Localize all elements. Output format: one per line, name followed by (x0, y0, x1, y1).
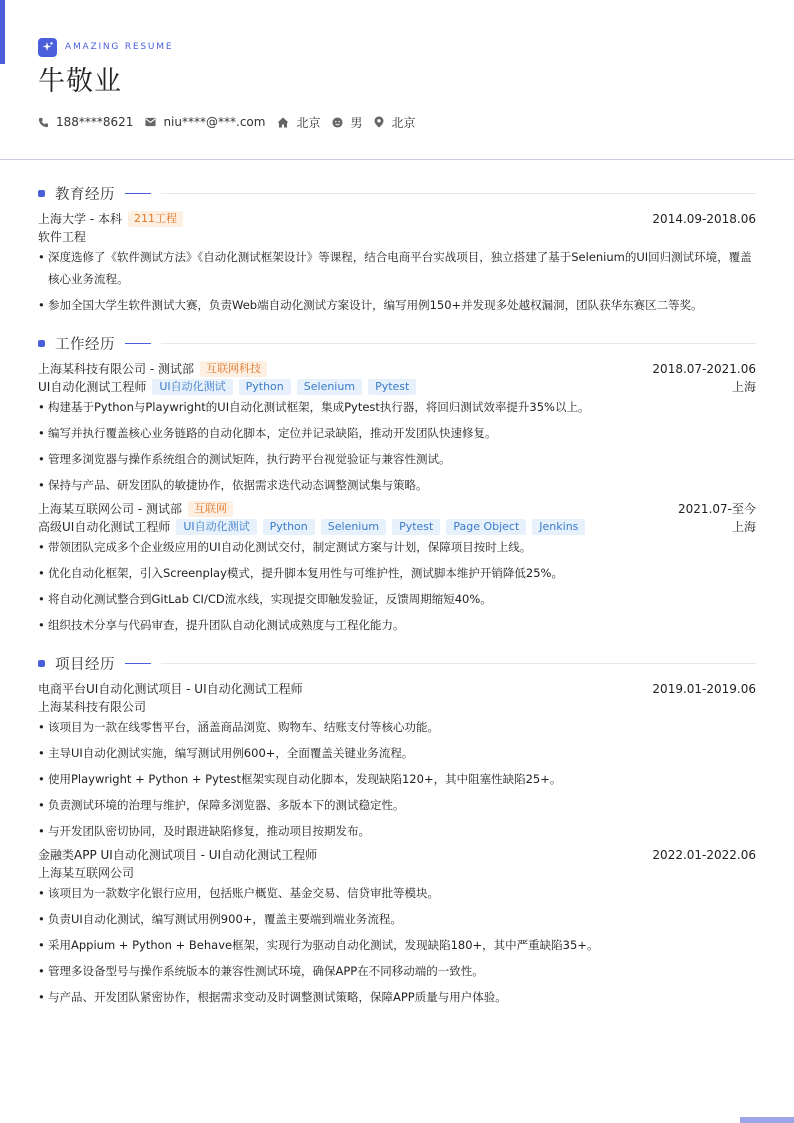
work-company-row (38, 360, 756, 378)
bullet-item: • 使用Playwright + Python + Pytest框架实现自动化脚本，发现缺陷120+，其中阻塞性缺陷25+。 (38, 768, 756, 790)
work-date: 2021.07-至今 (678, 502, 756, 516)
accent-bar (0, 0, 5, 64)
skill-tag: Python (263, 519, 315, 535)
education-item (38, 210, 756, 316)
skill-tag: Page Object (446, 519, 526, 535)
work-city: 上海 (731, 380, 756, 394)
project-name: 金融类APP UI自动化测试项目 - UI自动化测试工程师 (38, 848, 318, 862)
email-text: niu****@***.com (163, 115, 266, 129)
work-date: 2018.07-2021.06 (652, 362, 756, 376)
skill-tag: UI自动化测试 (152, 379, 232, 395)
work-role-row (38, 378, 756, 396)
home-icon (277, 117, 289, 128)
contact-email (145, 115, 265, 129)
skill-tag: Selenium (321, 519, 386, 535)
section-bullet-icon (38, 660, 45, 667)
bullet-item: • 编写并执行覆盖核心业务链路的自动化脚本，定位并记录缺陷，推动开发团队快速修复。 (38, 422, 756, 444)
project-bullets (38, 882, 756, 1008)
bullet-item: • 与开发团队密切协同，及时跟进缺陷修复，推动项目按期发布。 (38, 820, 756, 842)
project-date: 2022.01-2022.06 (652, 848, 756, 862)
job-title: UI自动化测试工程师 (38, 380, 147, 394)
education-section (38, 180, 756, 316)
phone-icon (38, 117, 49, 128)
school-tag: 211工程 (128, 211, 183, 227)
section-title: 项目经历 (55, 656, 115, 673)
contact-location (374, 114, 415, 131)
bullet-item: • 该项目为一款数字化银行应用，包括账户概览、基金交易、信贷审批等模块。 (38, 882, 756, 904)
project-item (38, 846, 756, 1008)
work-section (38, 330, 756, 636)
bullet-item: • 负责测试环境的治理与维护，保障多浏览器、多版本下的测试稳定性。 (38, 794, 756, 816)
skill-tag: Pytest (392, 519, 440, 535)
project-row (38, 846, 756, 864)
brand (38, 37, 756, 57)
bullet-item: • 采用Appium + Python + Behave框架，实现行为驱动自动化测试，发现缺陷180+，其中严重缺陷35+。 (38, 934, 756, 956)
company-name: 上海某互联网公司 - 测试部 (38, 502, 182, 516)
skill-tag: Selenium (297, 379, 362, 395)
project-date: 2019.01-2019.06 (652, 682, 756, 696)
bullet-item: • 组织技术分享与代码审查，提升团队自动化测试成熟度与工程化能力。 (38, 614, 756, 636)
footer-accent-bar (740, 1117, 794, 1123)
brand-label: AMAZING RESUME (65, 42, 174, 52)
bullet-item: • 管理多设备型号与操作系统版本的兼容性测试环境，确保APP在不同移动端的一致性。 (38, 960, 756, 982)
bullet-item: • 该项目为一款在线零售平台，涵盖商品浏览、购物车、结账支付等核心功能。 (38, 716, 756, 738)
bullet-item: • 深度选修了《软件测试方法》《自动化测试框架设计》等课程，结合电商平台实战项目，独立搭建了基于Selenium的UI回归测试环境，覆盖核心业务流程。 (38, 246, 756, 290)
project-company: 上海某科技有限公司 (38, 700, 147, 714)
skill-tag: Jenkins (532, 519, 585, 535)
bullet-item: • 构建基于Python与Playwright的UI自动化测试框架，集成Pytest执行器，将回归测试效率提升35%以上。 (38, 396, 756, 418)
section-dash (125, 663, 151, 664)
header-divider (0, 159, 794, 160)
section-dash (125, 193, 151, 194)
bullet-item: • 参加全国大学生软件测试大赛，负责Web端自动化测试方案设计，编写用例150+并发现多处越权漏洞，团队获华东赛区二等奖。 (38, 294, 756, 316)
section-header (38, 180, 756, 206)
bullet-item: • 管理多浏览器与操作系统组合的测试矩阵，执行跨平台视觉验证与兼容性测试。 (38, 448, 756, 470)
section-title: 教育经历 (55, 186, 115, 203)
industry-tag: 互联网科技 (200, 361, 267, 377)
contact-gender (332, 114, 362, 131)
project-item (38, 680, 756, 842)
mail-icon (145, 117, 156, 127)
company-name: 上海某科技有限公司 - 测试部 (38, 362, 194, 376)
resume-header (0, 0, 794, 131)
contact-home (277, 114, 320, 131)
section-header (38, 330, 756, 356)
resume-body (38, 180, 756, 1022)
work-city: 上海 (731, 520, 756, 534)
project-company: 上海某互联网公司 (38, 866, 135, 880)
phone-text: 188****8621 (56, 115, 134, 129)
section-divider (161, 193, 756, 194)
job-title: 高级UI自动化测试工程师 (38, 520, 171, 534)
project-row (38, 680, 756, 698)
bullet-item: • 与产品、开发团队紧密协作，根据需求变动及时调整测试策略，保障APP质量与用户体验。 (38, 986, 756, 1008)
face-icon (332, 117, 343, 128)
skill-tag: UI自动化测试 (176, 519, 256, 535)
work-role-row (38, 518, 756, 536)
skill-tag: Pytest (368, 379, 416, 395)
major: 软件工程 (38, 230, 87, 244)
section-dash (125, 343, 151, 344)
bullet-item: • 优化自动化框架，引入Screenplay模式，提升脚本复用性与可维护性，测试脚本维护开销降低25%。 (38, 562, 756, 584)
section-header (38, 650, 756, 676)
bullet-item: • 将自动化测试整合到GitLab CI/CD流水线，实现提交即触发验证，反馈周期缩短40%。 (38, 588, 756, 610)
gender-text: 男 (350, 115, 363, 130)
bullet-item: • 主导UI自动化测试实施，编写测试用例600+，全面覆盖关键业务流程。 (38, 742, 756, 764)
sparkle-icon (38, 38, 57, 57)
work-item (38, 500, 756, 636)
section-divider (161, 663, 756, 664)
education-row (38, 210, 756, 228)
education-date: 2014.09-2018.06 (652, 212, 756, 226)
contact-info (38, 113, 756, 131)
section-bullet-icon (38, 190, 45, 197)
bullet-item: • 保持与产品、研发团队的敏捷协作，依据需求迭代动态调整测试集与策略。 (38, 474, 756, 496)
school-name: 上海大学 - 本科 (38, 212, 122, 226)
project-bullets (38, 716, 756, 842)
work-company-row (38, 500, 756, 518)
home-text: 北京 (296, 115, 321, 130)
section-divider (161, 343, 756, 344)
contact-phone (38, 115, 133, 129)
industry-tag: 互联网 (188, 501, 233, 517)
work-bullets (38, 396, 756, 496)
bullet-item: • 带领团队完成多个企业级应用的UI自动化测试交付，制定测试方案与计划，保障项目按时上线。 (38, 536, 756, 558)
location-icon (374, 116, 384, 128)
projects-section (38, 650, 756, 1008)
candidate-name: 牛敬业 (38, 66, 122, 97)
project-name: 电商平台UI自动化测试项目 - UI自动化测试工程师 (38, 682, 303, 696)
bullet-item: • 负责UI自动化测试，编写测试用例900+，覆盖主要端到端业务流程。 (38, 908, 756, 930)
location-text: 北京 (391, 115, 416, 130)
work-bullets (38, 536, 756, 636)
education-bullets (38, 246, 756, 316)
skill-tag: Python (239, 379, 291, 395)
work-item (38, 360, 756, 496)
section-bullet-icon (38, 340, 45, 347)
section-title: 工作经历 (55, 336, 115, 353)
